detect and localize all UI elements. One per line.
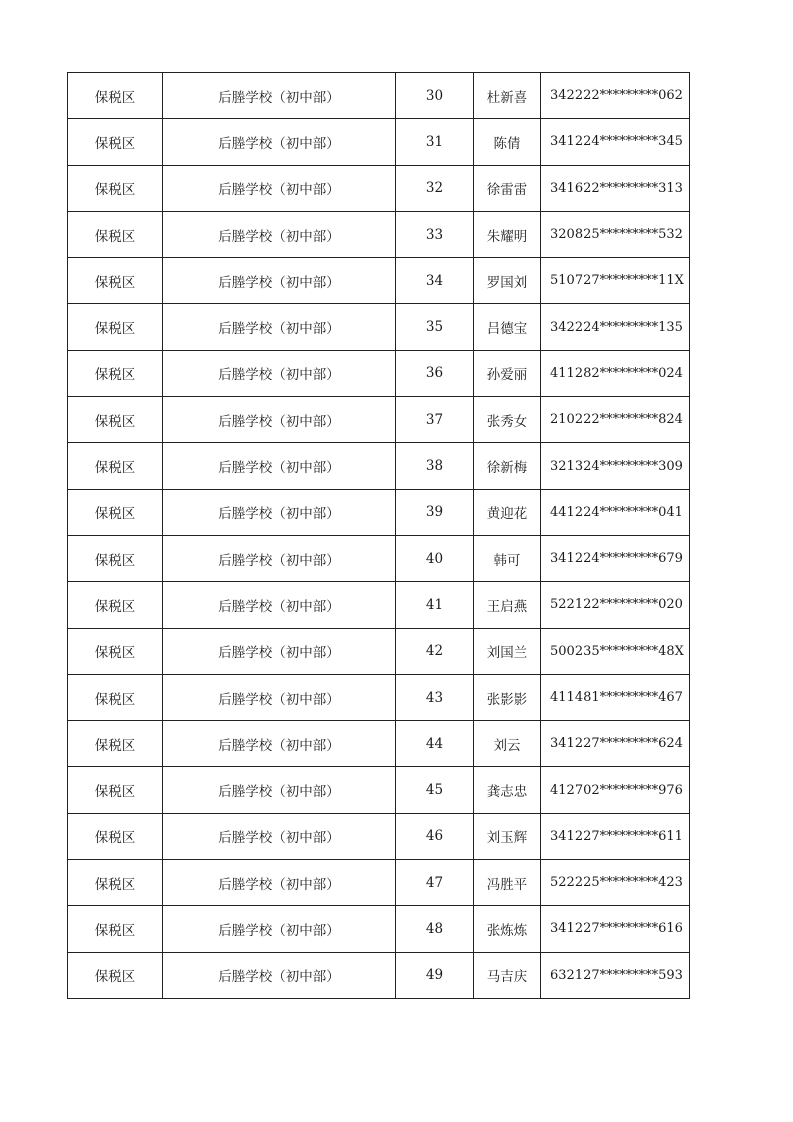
district-cell: 保税区 — [68, 211, 163, 257]
school-cell: 后塍学校（初中部） — [163, 119, 396, 165]
table-row — [68, 397, 690, 443]
row-number-cell: 34 — [396, 258, 474, 304]
table-row — [68, 350, 690, 396]
row-number-cell: 41 — [396, 582, 474, 628]
person-name-cell: 刘玉辉 — [474, 813, 541, 859]
id-number-cell: 341224*********345 — [541, 119, 690, 165]
row-number-cell: 43 — [396, 674, 474, 720]
person-name-cell: 朱耀明 — [474, 211, 541, 257]
person-name-cell: 张影影 — [474, 674, 541, 720]
row-number-cell: 32 — [396, 165, 474, 211]
id-number-cell: 522122*********020 — [541, 582, 690, 628]
school-cell: 后塍学校（初中部） — [163, 582, 396, 628]
table-row — [68, 767, 690, 813]
district-cell: 保税区 — [68, 165, 163, 211]
id-number-cell: 341227*********624 — [541, 721, 690, 767]
id-number-cell: 522225*********423 — [541, 860, 690, 906]
district-cell: 保税区 — [68, 674, 163, 720]
district-cell: 保税区 — [68, 443, 163, 489]
person-name-cell: 徐雷雷 — [474, 165, 541, 211]
person-name-cell: 王启燕 — [474, 582, 541, 628]
district-cell: 保税区 — [68, 119, 163, 165]
person-name-cell: 龚志忠 — [474, 767, 541, 813]
district-cell: 保税区 — [68, 258, 163, 304]
row-number-cell: 48 — [396, 906, 474, 952]
person-name-cell: 吕德宝 — [474, 304, 541, 350]
table-row — [68, 119, 690, 165]
table-row — [68, 443, 690, 489]
table-row — [68, 721, 690, 767]
school-cell: 后塍学校（初中部） — [163, 211, 396, 257]
row-number-cell: 46 — [396, 813, 474, 859]
row-number-cell: 49 — [396, 952, 474, 998]
row-number-cell: 35 — [396, 304, 474, 350]
id-number-cell: 321324*********309 — [541, 443, 690, 489]
school-cell: 后塍学校（初中部） — [163, 350, 396, 396]
person-name-cell: 刘国兰 — [474, 628, 541, 674]
id-number-cell: 342224*********135 — [541, 304, 690, 350]
row-number-cell: 38 — [396, 443, 474, 489]
id-number-cell: 342222*********062 — [541, 73, 690, 119]
table-row — [68, 73, 690, 119]
roster-body — [68, 73, 690, 999]
person-name-cell: 杜新喜 — [474, 73, 541, 119]
id-number-cell: 411481*********467 — [541, 674, 690, 720]
school-cell: 后塍学校（初中部） — [163, 304, 396, 350]
school-cell: 后塍学校（初中部） — [163, 906, 396, 952]
id-number-cell: 441224*********041 — [541, 489, 690, 535]
table-row — [68, 860, 690, 906]
id-number-cell: 341227*********611 — [541, 813, 690, 859]
row-number-cell: 36 — [396, 350, 474, 396]
id-number-cell: 341224*********679 — [541, 535, 690, 581]
table-row — [68, 582, 690, 628]
person-name-cell: 刘云 — [474, 721, 541, 767]
person-name-cell: 冯胜平 — [474, 860, 541, 906]
person-name-cell: 孙爱丽 — [474, 350, 541, 396]
id-number-cell: 320825*********532 — [541, 211, 690, 257]
table-row — [68, 165, 690, 211]
school-cell: 后塍学校（初中部） — [163, 952, 396, 998]
table-row — [68, 211, 690, 257]
table-row — [68, 906, 690, 952]
table-row — [68, 628, 690, 674]
table-row — [68, 952, 690, 998]
district-cell: 保税区 — [68, 489, 163, 535]
row-number-cell: 31 — [396, 119, 474, 165]
school-cell: 后塍学校（初中部） — [163, 535, 396, 581]
school-cell: 后塍学校（初中部） — [163, 674, 396, 720]
district-cell: 保税区 — [68, 535, 163, 581]
row-number-cell: 47 — [396, 860, 474, 906]
table-row — [68, 813, 690, 859]
person-name-cell: 黄迎花 — [474, 489, 541, 535]
table-row — [68, 258, 690, 304]
id-number-cell: 210222*********824 — [541, 397, 690, 443]
id-number-cell: 411282*********024 — [541, 350, 690, 396]
district-cell: 保税区 — [68, 767, 163, 813]
district-cell: 保税区 — [68, 906, 163, 952]
district-cell: 保税区 — [68, 73, 163, 119]
district-cell: 保税区 — [68, 628, 163, 674]
school-cell: 后塍学校（初中部） — [163, 628, 396, 674]
table-row — [68, 304, 690, 350]
id-number-cell: 632127*********593 — [541, 952, 690, 998]
id-number-cell: 510727*********11X — [541, 258, 690, 304]
row-number-cell: 39 — [396, 489, 474, 535]
district-cell: 保税区 — [68, 397, 163, 443]
person-name-cell: 徐新梅 — [474, 443, 541, 489]
row-number-cell: 33 — [396, 211, 474, 257]
school-cell: 后塍学校（初中部） — [163, 73, 396, 119]
person-name-cell: 张炼炼 — [474, 906, 541, 952]
row-number-cell: 42 — [396, 628, 474, 674]
row-number-cell: 30 — [396, 73, 474, 119]
id-number-cell: 500235*********48X — [541, 628, 690, 674]
district-cell: 保税区 — [68, 350, 163, 396]
school-cell: 后塍学校（初中部） — [163, 860, 396, 906]
district-cell: 保税区 — [68, 721, 163, 767]
school-cell: 后塍学校（初中部） — [163, 397, 396, 443]
school-cell: 后塍学校（初中部） — [163, 767, 396, 813]
row-number-cell: 37 — [396, 397, 474, 443]
row-number-cell: 45 — [396, 767, 474, 813]
school-cell: 后塍学校（初中部） — [163, 489, 396, 535]
row-number-cell: 40 — [396, 535, 474, 581]
district-cell: 保税区 — [68, 304, 163, 350]
person-name-cell: 马吉庆 — [474, 952, 541, 998]
id-number-cell: 412702*********976 — [541, 767, 690, 813]
row-number-cell: 44 — [396, 721, 474, 767]
person-name-cell: 韩可 — [474, 535, 541, 581]
school-cell: 后塍学校（初中部） — [163, 721, 396, 767]
table-row — [68, 489, 690, 535]
roster-table — [67, 72, 690, 999]
district-cell: 保税区 — [68, 952, 163, 998]
id-number-cell: 341622*********313 — [541, 165, 690, 211]
district-cell: 保税区 — [68, 860, 163, 906]
school-cell: 后塍学校（初中部） — [163, 258, 396, 304]
table-row — [68, 535, 690, 581]
district-cell: 保税区 — [68, 582, 163, 628]
person-name-cell: 陈倩 — [474, 119, 541, 165]
person-name-cell: 罗国刘 — [474, 258, 541, 304]
school-cell: 后塍学校（初中部） — [163, 165, 396, 211]
id-number-cell: 341227*********616 — [541, 906, 690, 952]
table-row — [68, 674, 690, 720]
school-cell: 后塍学校（初中部） — [163, 443, 396, 489]
school-cell: 后塍学校（初中部） — [163, 813, 396, 859]
district-cell: 保税区 — [68, 813, 163, 859]
person-name-cell: 张秀女 — [474, 397, 541, 443]
